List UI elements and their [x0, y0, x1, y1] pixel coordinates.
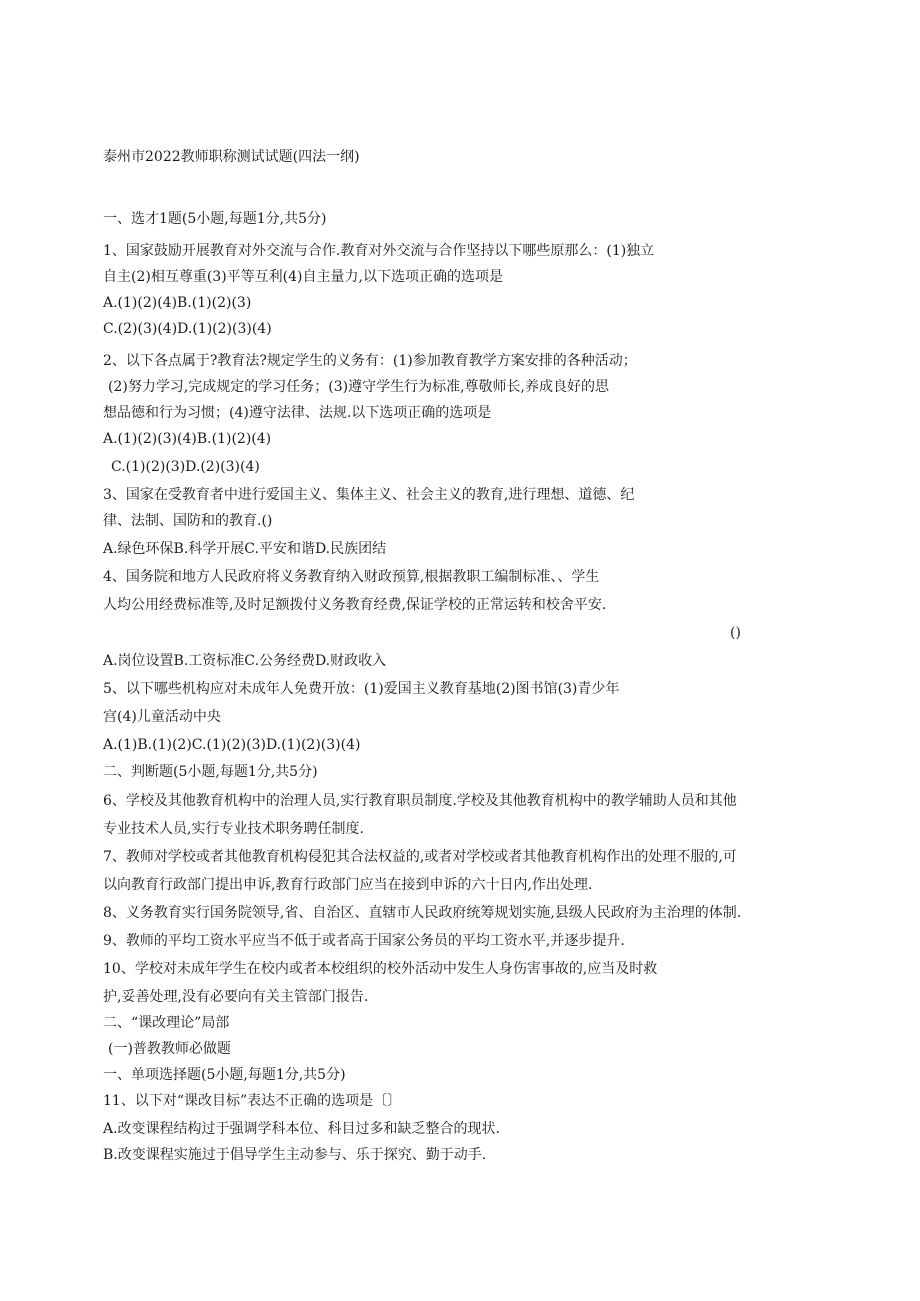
question-5-line-2: 宫(4)儿童活动中央	[103, 709, 221, 725]
question-8-line-1: 8、义务教育实行国务院领导,省、自治区、直辖市人民政府统筹规划实施,县级人民政府为主治理的体制.	[103, 905, 742, 921]
question-4-options: A.岗位设置B.工资标准C.公务经费D.财政收入	[103, 653, 387, 669]
section-heading-single-choice: 一、单项选择题(5小题,每题1分,共5分)	[103, 1067, 346, 1083]
question-1-options-ab: A.(1)(2)(4)B.(1)(2)(3)	[103, 295, 252, 311]
part-2-subheading: (一)普教教师必做题	[108, 1041, 231, 1057]
part-2-heading: 二、“课改理论”局部	[103, 1015, 230, 1031]
question-4-line-1: 4、国务院和地方人民政府将义务教育纳入财政预算,根据教职工编制标准、、学生	[103, 569, 600, 585]
question-10-line-1: 10、学校对未成年学生在校内或者本校组织的校外活动中发生人身伤害事故的,应当及时救	[103, 961, 658, 977]
question-6-line-1: 6、学校及其他教育机构中的治理人员,实行教育职员制度.学校及其他教育机构中的教学辅助人员和其他	[103, 793, 737, 809]
question-9-line-1: 9、教师的平均工资水平应当不低于或者高于国家公务员的平均工资水平,并逐步提升.	[103, 933, 625, 949]
question-1-line-1: 1、国家鼓励开展教育对外交流与合作.教育对外交流与合作坚持以下哪些原那么：(1)独立	[103, 243, 655, 259]
section-heading-choice: 一、选才1题(5小题,每题1分,共5分)	[103, 211, 327, 227]
question-5-options: A.(1)B.(1)(2)C.(1)(2)(3)D.(1)(2)(3)(4)	[103, 737, 361, 753]
question-3-options: A.绿色环保B.科学开展C.平安和谐D.民族团结	[103, 541, 387, 557]
question-11-option-b: B.改变课程实施过于倡导学生主动参与、乐于探究、勤于动手.	[103, 1147, 487, 1163]
question-3-line-1: 3、国家在受教育者中进行爱国主义、集体主义、社会主义的教育,进行理想、道德、纪	[103, 487, 635, 503]
question-2-options-ab: A.(1)(2)(3)(4)B.(1)(2)(4)	[103, 431, 272, 447]
question-3-line-2: 律、法制、国防和的教育.()	[103, 513, 273, 529]
document-title: 泰州市2022教师职称测试试题(四法一纲)	[103, 149, 360, 165]
question-2-line-3: 想品德和行为习惯；(4)遵守法律、法规.以下选项正确的选项是	[103, 405, 492, 421]
question-4-answer-paren: ()	[730, 625, 741, 641]
question-2-line-1: 2、以下各点属于?教育法?规定学生的义务有：(1)参加教育教学方案安排的各种活动；	[103, 353, 637, 369]
question-7-line-2: 以向教育行政部门提出申诉,教育行政部门应当在接到申诉的六十日内,作出处理.	[103, 877, 593, 893]
question-11-line-1: 11、以下对“课改目标”表达不正确的选项是〔〕	[103, 1093, 402, 1109]
question-6-line-2: 专业技术人员,实行专业技术职务聘任制度.	[103, 821, 364, 837]
section-heading-judgment: 二、判断题(5小题,每题1分,共5分)	[103, 764, 318, 780]
question-1-line-2: 自主(2)相互尊重(3)平等互利(4)自主量力,以下选项正确的选项是	[103, 269, 503, 285]
question-10-line-2: 护,妥善处理,没有必要向有关主管部门报告.	[103, 989, 369, 1005]
question-2-options-cd: C.(1)(2)(3)D.(2)(3)(4)	[111, 459, 260, 475]
question-7-line-1: 7、教师对学校或者其他教育机构侵犯其合法权益的,或者对学校或者其他教育机构作出的处理不服的,可	[103, 849, 737, 865]
question-4-line-2: 人均公用经费标准等,及时足额拨付义务教育经费,保证学校的正常运转和校舍平安.	[103, 597, 607, 613]
question-2-line-2: (2)努力学习,完成规定的学习任务；(3)遵守学生行为标准,尊敬师长,养成良好的思	[108, 379, 610, 395]
question-1-options-cd: C.(2)(3)(4)D.(1)(2)(3)(4)	[103, 321, 272, 337]
question-5-line-1: 5、以下哪些机构应对未成年人免费开放：(1)爱国主义教育基地(2)图书馆(3)青少年	[103, 681, 620, 697]
question-11-option-a: A.改变课程结构过于强调学科本位、科目过多和缺乏整合的现状.	[103, 1121, 501, 1137]
